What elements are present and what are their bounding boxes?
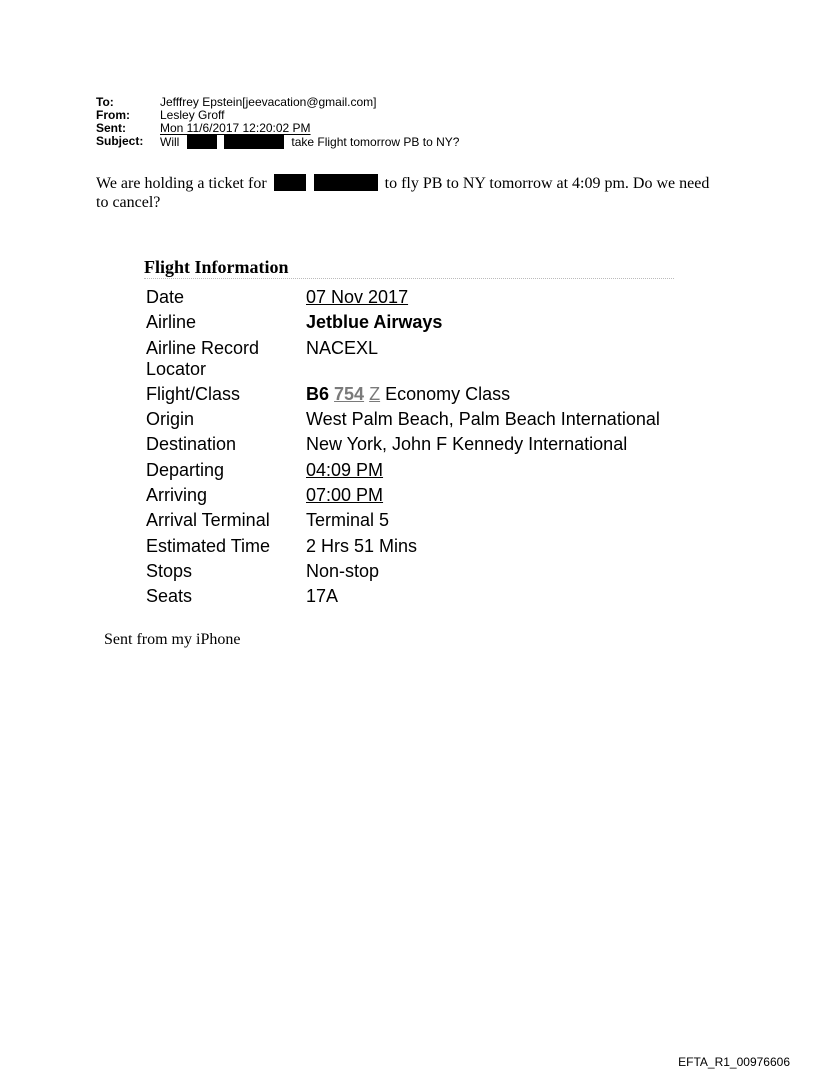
document-id: EFTA_R1_00976606 xyxy=(678,1055,790,1069)
class-code-link[interactable]: Z xyxy=(369,383,381,404)
arrival-terminal-label: Arrival Terminal xyxy=(146,510,270,531)
flight-class-row xyxy=(146,384,660,405)
redaction-box xyxy=(224,135,284,149)
sent-label: Sent: xyxy=(96,121,126,135)
subject-row xyxy=(96,135,459,149)
estimated-time-row xyxy=(146,536,660,557)
flight-class-label: Flight/Class xyxy=(146,383,241,404)
to-value: Jefffrey Epstein[jeevacation@gmail.com] xyxy=(160,95,377,109)
departing-label: Departing xyxy=(146,459,225,480)
destination-value: New York, John F Kennedy International xyxy=(306,434,628,455)
record-locator-label-line1: Airline Record xyxy=(146,337,260,358)
sent-value: Mon 11/6/2017 12:20:02 PM xyxy=(160,121,311,135)
sent-row xyxy=(96,122,459,135)
stops-label: Stops xyxy=(146,560,193,581)
airline-value: Jetblue Airways xyxy=(306,312,443,333)
origin-label: Origin xyxy=(146,409,195,430)
departing-link[interactable]: 04:09 PM xyxy=(306,459,384,480)
arrival-terminal-row xyxy=(146,510,660,531)
stops-value: Non-stop xyxy=(306,560,380,581)
arriving-link[interactable]: 07:00 PM xyxy=(306,485,384,506)
body-text-end: to fly PB to NY tomorrow at 4:09 pm. Do we need xyxy=(384,175,710,192)
flight-info-title: Flight Information xyxy=(144,256,674,279)
seats-value: 17A xyxy=(306,586,339,607)
subject-label: Subject: xyxy=(96,134,144,148)
subject-text-start: Will xyxy=(160,135,180,149)
redaction-box xyxy=(274,174,306,191)
to-label: To: xyxy=(96,95,114,109)
arriving-label: Arriving xyxy=(146,485,208,506)
record-locator-row xyxy=(146,338,660,380)
from-value: Lesley Groff xyxy=(160,108,225,122)
body-text-line2: to cancel? xyxy=(96,194,161,211)
carrier-code: B6 xyxy=(306,383,330,404)
arrival-terminal-value: Terminal 5 xyxy=(306,510,390,531)
departing-row xyxy=(146,460,660,481)
airline-row xyxy=(146,312,660,333)
signoff: Sent from my iPhone xyxy=(104,631,241,648)
message-body xyxy=(96,174,726,212)
seats-label: Seats xyxy=(146,586,193,607)
arriving-row xyxy=(146,485,660,506)
origin-value: West Palm Beach, Palm Beach International xyxy=(306,409,660,430)
subject-value xyxy=(160,135,459,149)
email-header xyxy=(96,96,459,149)
estimated-time-value: 2 Hrs 51 Mins xyxy=(306,535,418,556)
date-row xyxy=(146,287,660,308)
destination-row xyxy=(146,434,660,455)
record-locator-value: NACEXL xyxy=(306,337,379,358)
date-link[interactable]: 07 Nov 2017 xyxy=(306,287,409,307)
seats-row xyxy=(146,586,660,607)
redaction-box xyxy=(187,135,217,149)
class-name: Economy Class xyxy=(385,383,511,404)
from-label: From: xyxy=(96,108,130,122)
flight-class-value xyxy=(306,384,510,405)
record-locator-label-line2: Locator xyxy=(146,358,207,379)
redaction-box xyxy=(314,174,378,191)
flight-number-link[interactable]: 754 xyxy=(334,383,365,404)
body-text-start: We are holding a ticket for xyxy=(96,175,267,192)
subject-text-end: take Flight tomorrow PB to NY? xyxy=(291,135,460,149)
destination-label: Destination xyxy=(146,434,237,455)
flight-info-table xyxy=(146,287,660,612)
estimated-time-label: Estimated Time xyxy=(146,535,271,556)
record-locator-label xyxy=(146,338,306,380)
date-label: Date xyxy=(146,287,185,307)
to-row xyxy=(96,96,459,109)
origin-row xyxy=(146,409,660,430)
stops-row xyxy=(146,561,660,582)
airline-label: Airline xyxy=(146,312,197,333)
